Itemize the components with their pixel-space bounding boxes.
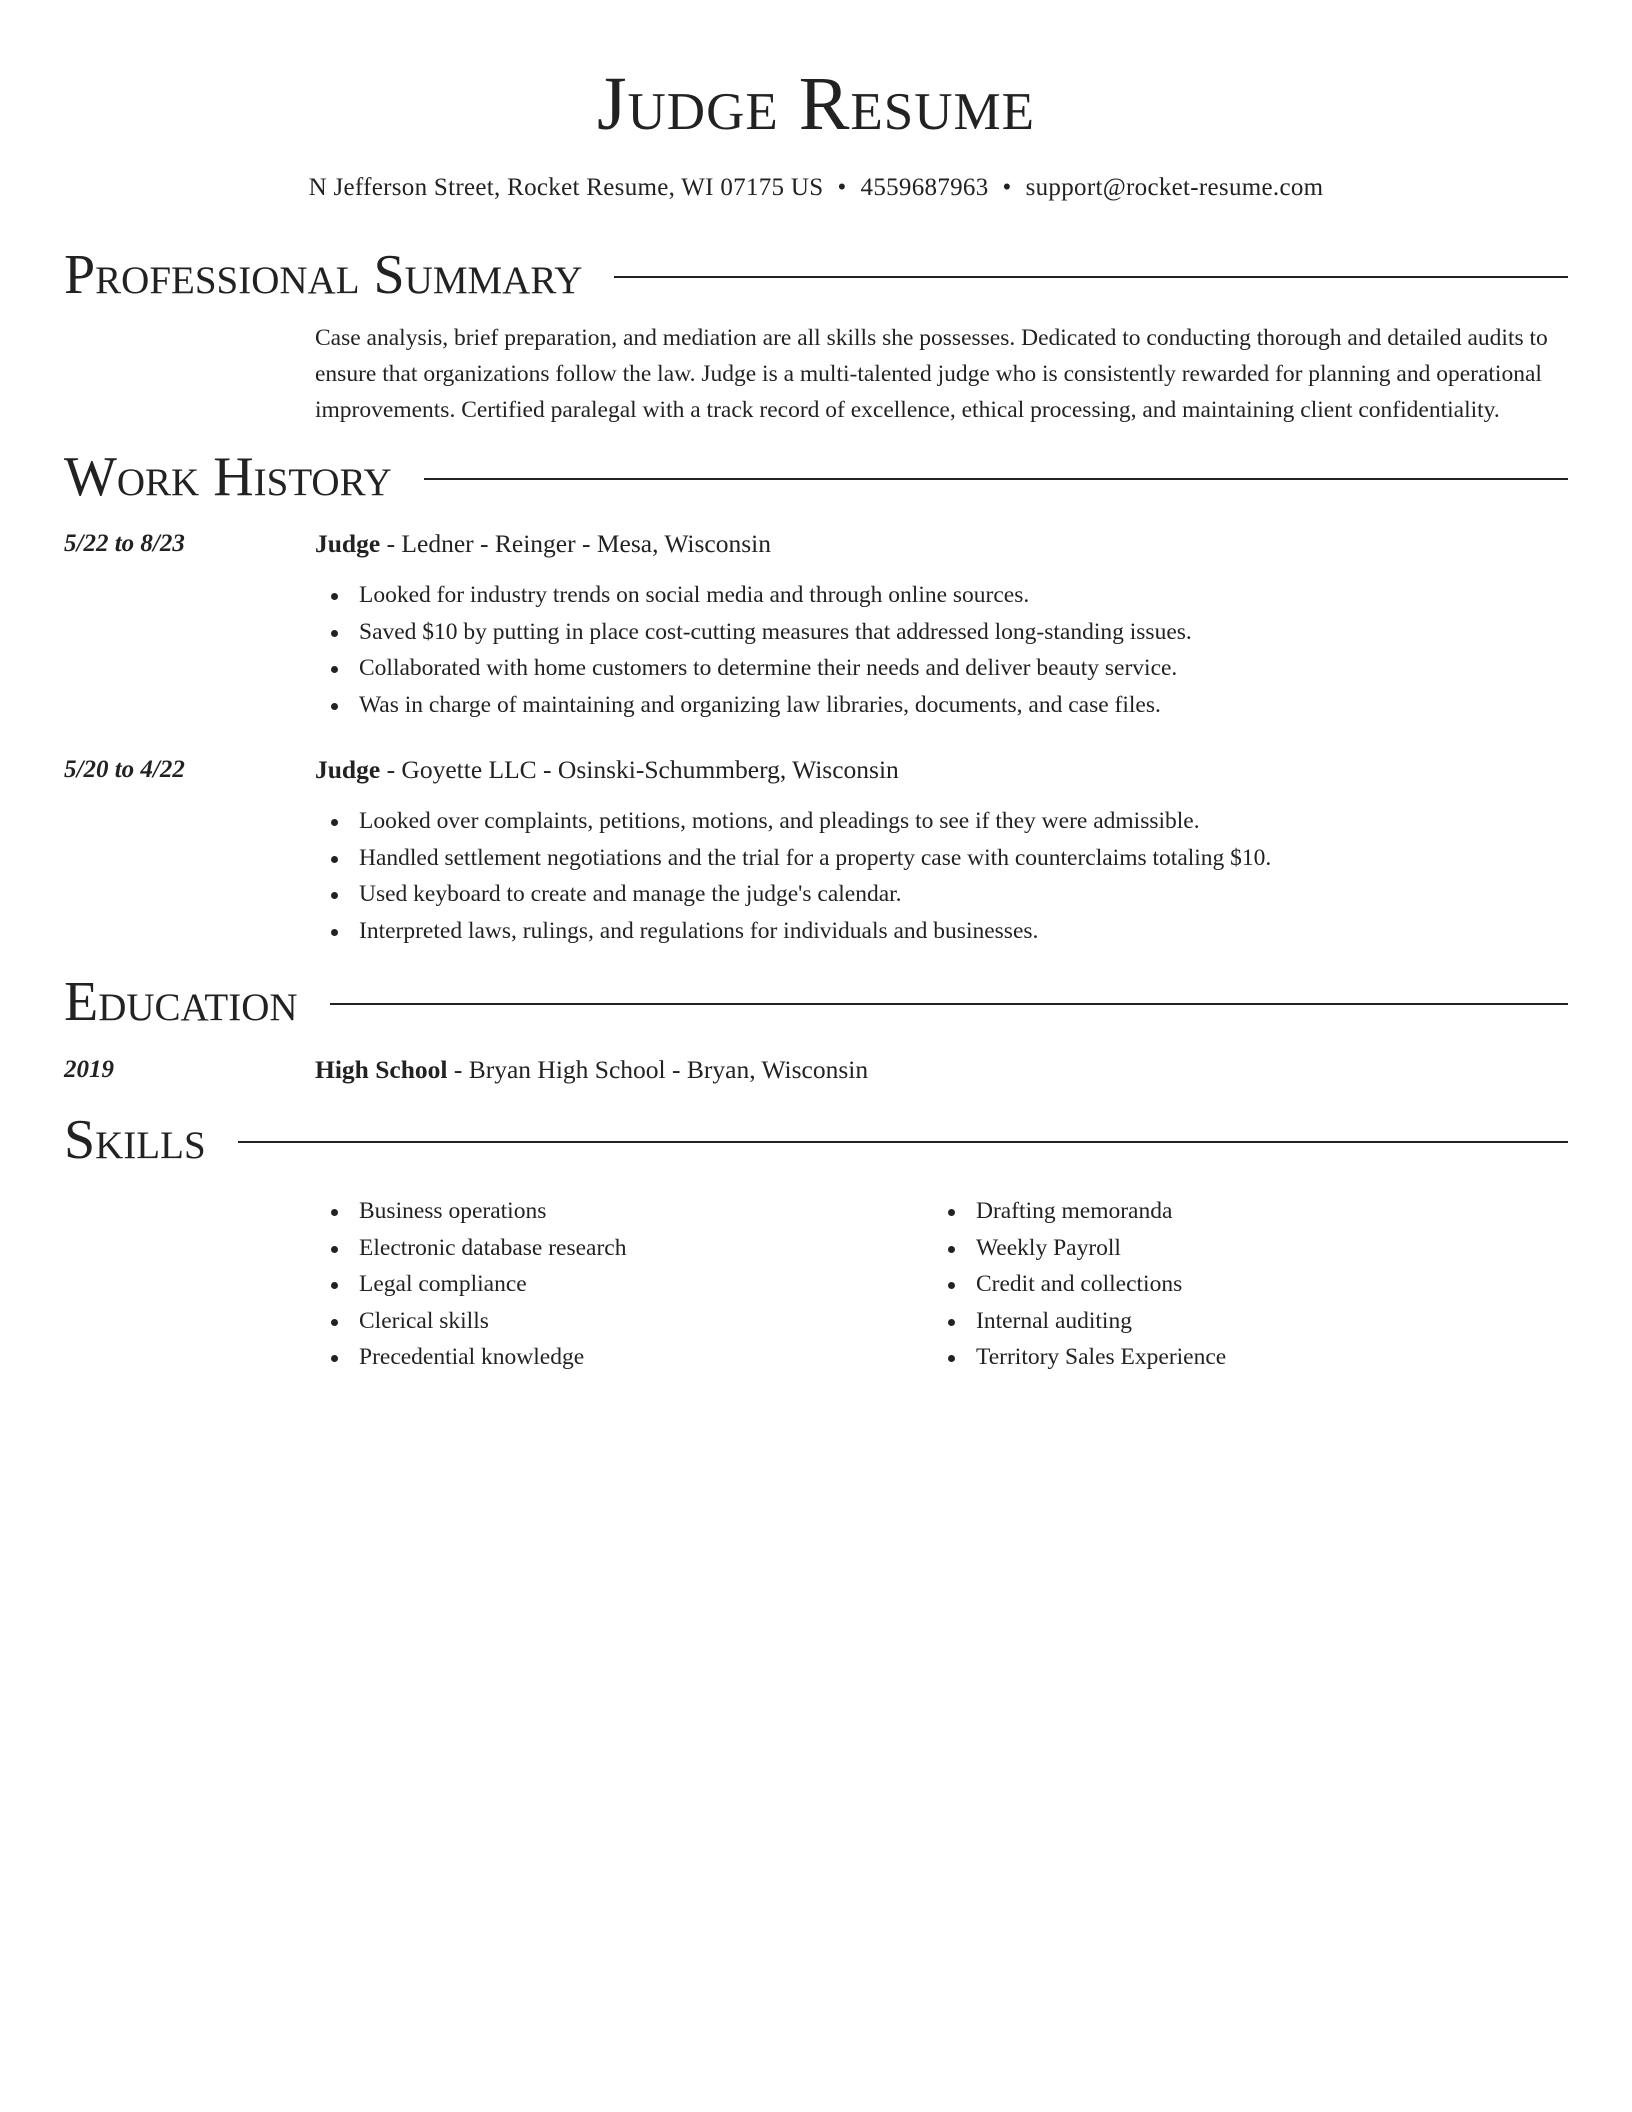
- job-dates: 5/22 to 8/23: [64, 530, 185, 557]
- job-role: Judge: [315, 755, 381, 784]
- job-bullet: Collaborated with home customers to determine their needs and deliver beauty service.: [315, 650, 1568, 687]
- section-title: Skills: [64, 1109, 206, 1171]
- contact-separator: •: [1002, 174, 1012, 201]
- skills-list-right: [932, 1193, 1549, 1376]
- job-details: - Goyette LLC - Osinski-Schummberg, Wisconsin: [380, 755, 899, 784]
- skill-item: Business operations: [315, 1193, 932, 1230]
- education-year: 2019: [64, 1056, 114, 1083]
- job-bullet: Handled settlement negotiations and the trial for a property case with counterclaims totaling $10.: [315, 840, 1568, 877]
- job-bullets: [315, 577, 1568, 723]
- job-title-line: [315, 753, 1568, 787]
- skill-item: Weekly Payroll: [932, 1230, 1549, 1267]
- contact-phone: 4559687963: [860, 174, 989, 201]
- education-details: - Bryan High School - Bryan, Wisconsin: [447, 1055, 869, 1084]
- skill-item: Electronic database research: [315, 1230, 932, 1267]
- job-title-line: [315, 527, 1568, 561]
- job-details: - Ledner - Reinger - Mesa, Wisconsin: [380, 529, 771, 558]
- education-line: [315, 1053, 1568, 1087]
- job-entry: [64, 753, 1568, 949]
- section-title: Professional Summary: [64, 244, 583, 306]
- job-bullet: Used keyboard to create and manage the judge's calendar.: [315, 876, 1568, 913]
- section-header: [64, 1107, 1568, 1173]
- section-header: [64, 444, 1568, 510]
- skill-item: Drafting memoranda: [932, 1193, 1549, 1230]
- job-role: Judge: [315, 529, 381, 558]
- professional-summary-section: [64, 242, 1568, 428]
- job-entry: [64, 527, 1568, 723]
- section-divider: [424, 478, 1568, 480]
- job-bullet: Looked for industry trends on social media and through online sources.: [315, 577, 1568, 614]
- education-section: [64, 969, 1568, 1087]
- job-body: [315, 753, 1568, 949]
- job-dates: 5/20 to 4/22: [64, 756, 185, 783]
- resume-header: [64, 0, 1568, 204]
- section-divider: [330, 1003, 1568, 1005]
- summary-text: Case analysis, brief preparation, and mediation are all skills she possesses. Dedicated to conducting thorough and detailed audits to ensure that organizations follow the law. Judge is a multi-talented judge who is consistently rewarded for planning and operational improvements. Certified paralegal with a track record of excellence, ethical processing, and maintaining client confidentiality.: [315, 325, 1548, 423]
- job-bullet: Was in charge of maintaining and organizing law libraries, documents, and case files.: [315, 687, 1568, 724]
- skills-list-left: [315, 1193, 932, 1376]
- job-bullet: Interpreted laws, rulings, and regulations for individuals and businesses.: [315, 913, 1568, 950]
- work-history-section: [64, 444, 1568, 949]
- education-degree: High School: [315, 1055, 448, 1084]
- job-bullet: Saved $10 by putting in place cost-cutting measures that addressed long-standing issues.: [315, 614, 1568, 651]
- skill-item: Precedential knowledge: [315, 1339, 932, 1376]
- section-header: [64, 242, 1568, 308]
- skill-item: Internal auditing: [932, 1303, 1549, 1340]
- section-title: Education: [64, 971, 298, 1033]
- skill-item: Credit and collections: [932, 1266, 1549, 1303]
- job-bullets: [315, 803, 1568, 949]
- job-body: [315, 527, 1568, 723]
- job-bullet: Looked over complaints, petitions, motions, and pleadings to see if they were admissible.: [315, 803, 1568, 840]
- skills-spacer: [64, 1193, 315, 1376]
- contact-separator: •: [837, 174, 847, 201]
- education-entry: [64, 1053, 1568, 1087]
- resume-name: Judge Resume: [596, 62, 1036, 146]
- skill-item: Territory Sales Experience: [932, 1339, 1549, 1376]
- section-divider: [238, 1141, 1568, 1143]
- skill-item: Clerical skills: [315, 1303, 932, 1340]
- section-title: Work History: [64, 446, 392, 508]
- section-divider: [614, 276, 1568, 278]
- education-body: [315, 1053, 1568, 1087]
- skills-section: [64, 1107, 1568, 1376]
- summary-row: [64, 320, 1568, 428]
- contact-line: [64, 172, 1568, 204]
- skills-grid: [315, 1193, 1568, 1376]
- section-header: [64, 969, 1568, 1035]
- summary-spacer: [64, 320, 315, 428]
- contact-address: N Jefferson Street, Rocket Resume, WI 07175 US: [308, 174, 824, 201]
- skills-row: [64, 1193, 1568, 1376]
- contact-email: support@rocket-resume.com: [1025, 174, 1324, 201]
- skill-item: Legal compliance: [315, 1266, 932, 1303]
